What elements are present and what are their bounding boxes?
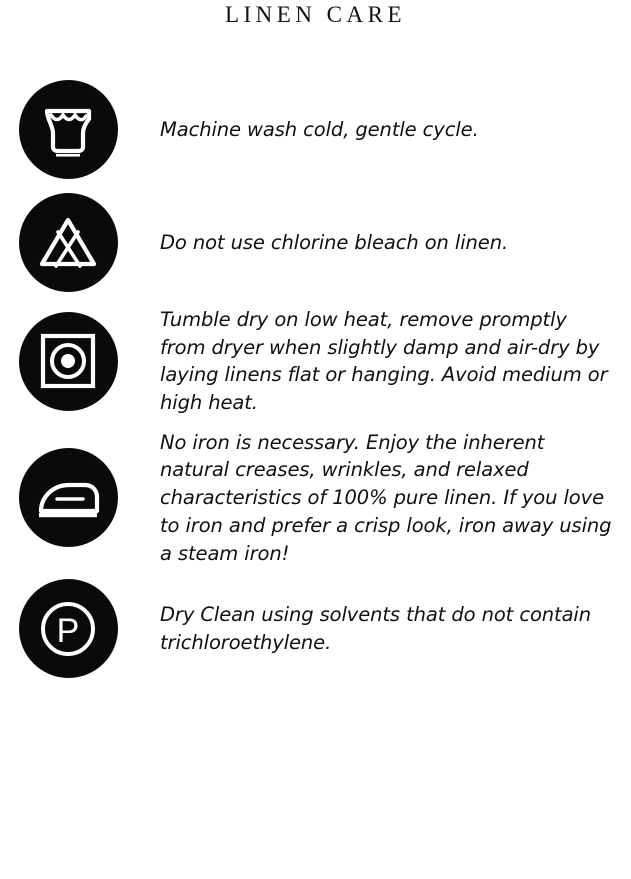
text-container xyxy=(126,306,617,417)
do-not-bleach-icon xyxy=(19,193,118,292)
iron-icon xyxy=(19,448,118,547)
care-instruction-text: Do not use chlorine bleach on linen. xyxy=(160,230,509,254)
icon-container xyxy=(10,80,126,179)
care-instruction-text: Machine wash cold, gentle cycle. xyxy=(160,117,479,141)
page-title: LINEN CARE xyxy=(224,2,407,27)
tumble-dry-low-icon xyxy=(19,312,118,411)
icon-container xyxy=(10,579,126,678)
machine-wash-cold-icon xyxy=(19,80,118,179)
list-item xyxy=(0,579,631,678)
list-item xyxy=(0,429,631,567)
text-container xyxy=(126,229,617,257)
text-container xyxy=(126,116,617,144)
icon-container xyxy=(10,193,126,292)
care-instruction-list xyxy=(0,80,631,678)
icon-container xyxy=(10,448,126,547)
care-instruction-text: Dry Clean using solvents that do not contain trichloroethylene. xyxy=(160,603,592,654)
list-item xyxy=(0,306,631,417)
svg-text:P: P xyxy=(56,611,80,650)
list-item xyxy=(0,193,631,292)
text-container xyxy=(126,429,617,567)
care-instruction-text: Tumble dry on low heat, remove promptly from dryer when slightly damp and air-dry by laying linens flat or hanging. Avoid medium or high heat. xyxy=(160,308,608,415)
dry-clean-p-icon xyxy=(19,579,118,678)
care-instruction-text: No iron is necessary. Enjoy the inherent natural creases, wrinkles, and relaxed characteristics of 100% pure linen. If you love to iron and prefer a crisp look, iron away using a steam iron! xyxy=(160,430,612,565)
icon-container xyxy=(10,312,126,411)
list-item xyxy=(0,80,631,179)
text-container xyxy=(126,601,617,656)
